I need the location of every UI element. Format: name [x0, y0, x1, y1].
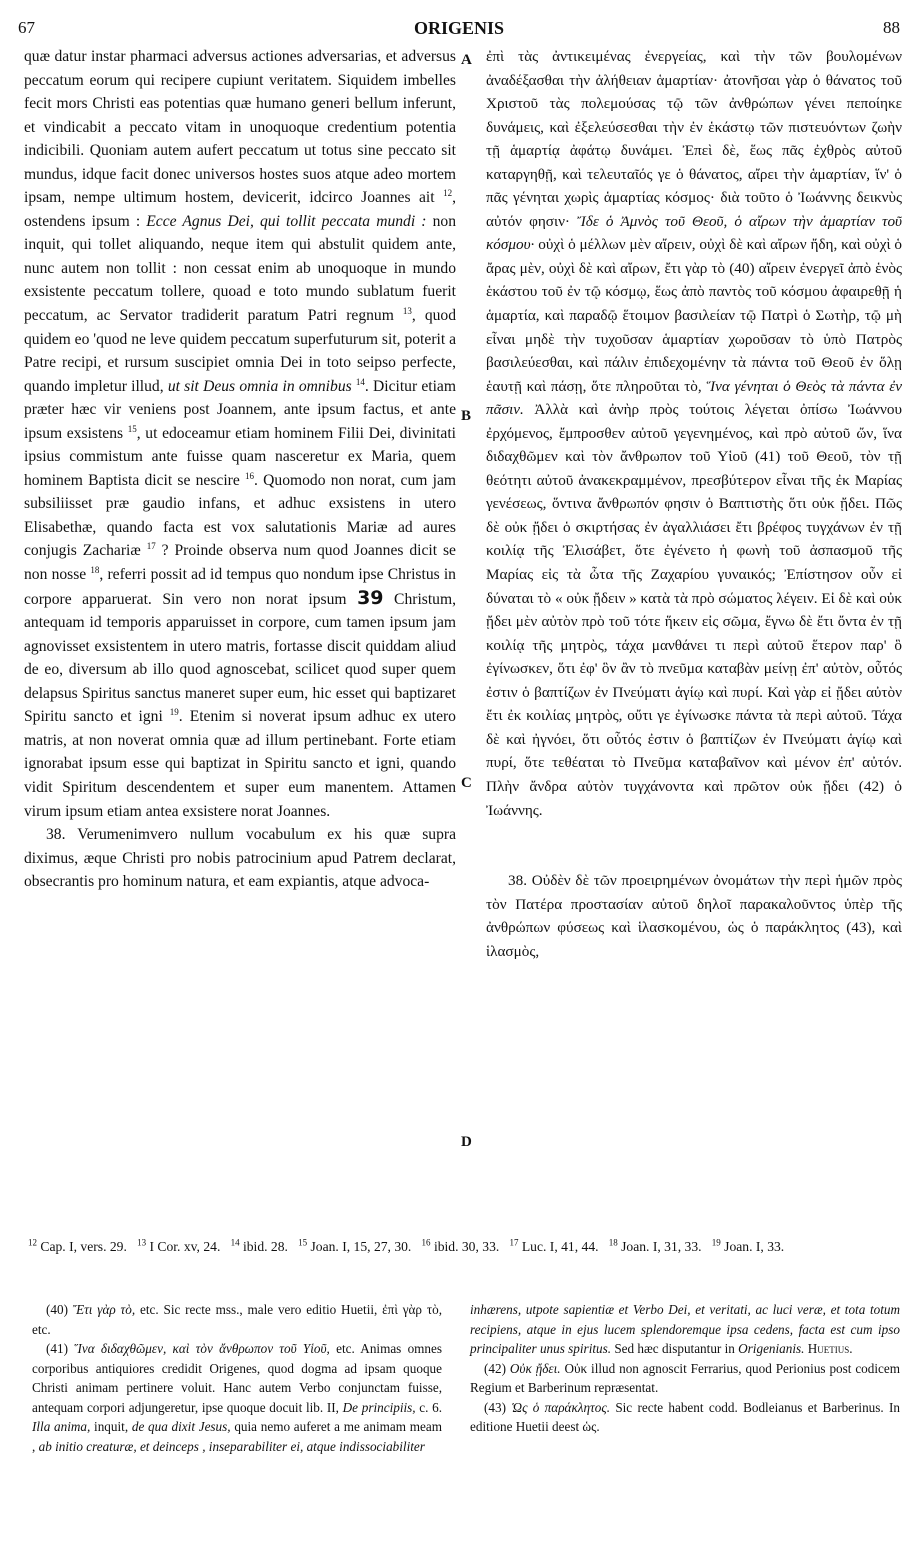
greek-paragraph-1: ἐπὶ τὰς ἀντικειμένας ἐνεργείας, καὶ τὴν τῶν βουλομένων ἀναδέξασθαι τὴν ἀλήθειαν ἁμαρτίαν· ἀτονῆσαι γὰρ ὁ θάνατος τοῦ Χριστοῦ τὰς πολεμούσας τῷ τῶν ἀνθρώπων γένει πεποίηκε δυνάμεις, καὶ ἐξελεύσεσθαι τὴν ἐν ἑκάστῳ τῶν πιστευόντων ζωὴν τῇ ἁμαρτίᾳ ἀφάτῳ δυνάμει. Ἐπεὶ δὲ, ἕως πᾶς ἐχθρὸς αὐτοῦ καταργηθῇ, καὶ τελευταῖός γε ὁ θάνατος, αἴρει τὴν ἁμαρτίαν, ἵν' ὁ πᾶς γένηται χωρὶς ἁμαρτίας κόσμος· διὰ τοῦτο ὁ Ἰωάννης δεικνὺς αὐτόν φησιν· Ἴδε ὁ Ἀμνὸς τοῦ Θεοῦ, ὁ αἴρων τὴν ἁμαρτίαν τοῦ κόσμου· οὐχὶ ὁ μέλλων μὲν αἴρειν, οὐχὶ δὲ καὶ αἴρων ἤδη, καὶ οὐχὶ ὁ ἄρας μὲν, οὐχὶ δὲ καὶ αἴρων, ἔτι γὰρ τὸ (40) αἴρειν ἐνεργεῖ ἀπὸ ἑνὸς ἑκάστου τοῦ ἐν τῷ κόσμῳ, ἕως ἀπὸ παντὸς τοῦ κόσμου ἀφαιρεθῇ ἡ ἁμαρτία, καὶ παραδῷ ἕτοιμον βασιλείαν τῷ Πατρὶ ὁ Σωτὴρ, τῷ μὴ εἶναι μηδὲ τὴν τυχοῦσαν ἁμαρτίαν χωροῦσαν τὸ ὑπὸ Πατρὸς βασιλεύεσθαι, καὶ πάλιν ἐπιδεχομένην τὰ πάντα τοῦ Θεοῦ ἐν ὅλῃ ἑαυτῇ καὶ πάσῃ, ὅτε πληροῦται τὸ, Ἵνα γένηται ὁ Θεὸς τὰ πάντα ἐν πᾶσιν. Ἀλλὰ καὶ ἀνὴρ πρὸς τούτοις λέγεται ὀπίσω Ἰωάννου ἐρχόμενος, ἔμπροσθεν αὐτοῦ γεγενημένος, καὶ πρὸ αὐτοῦ ὤν, ἵνα διδαχθῶμεν καὶ τὸν ἄνθρωπον τοῦ Υἱοῦ (41) τοῦ Θεοῦ, τὸν τῇ θεότητι αὐτοῦ ἀνακεκραμμένον, πρεσβύτερον εἶναι τῆς ἐκ Μαρίας γενέσεως, ὅντινα ἄνθρωπόν φησιν ὁ Βαπτιστὴς ὅτι οὐκ ᾔδει. Πῶς δὲ οὐκ ᾔδει ὁ σκιρτήσας ἐν ἀγαλλιάσει ἔτι βρέφος τυγχάνων ἐν τῇ κοιλίᾳ τῆς Ἐλισάβετ, ὅτε ἐγένετο ἡ φωνὴ τοῦ ἀσπασμοῦ τῆς Μαρίας εἰς τὰ ὦτα τῆς Ζαχαρίου γυναικός; Ἐπίστησον οὖν εἰ δύναται τὸ « οὐκ ᾔδειν » κατὰ τὰ πρὸ σώματος λέγειν. Εἰ δὲ καὶ οὐκ ᾔδει μὲν αὐτὸν πρὸ τοῦ τότε ἥκειν εἰς σῶμα, ἔγνω δὲ ἔτι ὄντα ἐν τῇ κοιλίᾳ τῆς μητρὸς, τάχα μανθάνει τι περὶ αὐτοῦ ἕτερον παρ' ὃ ἐγίνωσκεν, ὅτι ἐφ' ὃν ἂν τὸ πνεῦμα καταβὰν μείνῃ ἐπ' αὐτὸν, οὗτός ἐστιν ὁ βαπτίζων ἐν Πνεύματι ἁγίῳ καὶ πυρί. Καὶ γὰρ εἰ ᾔδει αὐτὸν ἔτι ἐκ κοιλίας μητρὸς, οὔτι γε ἐγίνωσκε πάντα τὰ περὶ αὐτοῦ. Τάχα δὲ καὶ ἠγνόει, ὅτι οὗτός ἐστιν ὁ βαπτίζων ἐν Πνεύματι ἁγίῳ καὶ πυρί, ὅτε τεθέαται τὸ Πνεῦμα καταβαῖνον καὶ μένον ἐπ' αὐτόν. Πλὴν ἄνδρα αὐτὸν τυγχάνοντα καὶ πρῶτον οὐκ ᾔδει (42) ὁ Ἰωάννης. [486, 48, 903, 819]
running-header [18, 18, 900, 42]
greek-column [486, 45, 902, 963]
latin-paragraph-38: 38. Verumenimvero nullum vocabulum ex his quæ supra diximus, æque Christi pro nobis patrocinium apud Patrem declarat, obsecrantis pro hominum natura, et eam expiantis, atque advoca- [24, 826, 456, 891]
greek-paragraph-38: 38. Οὐδὲν δὲ τῶν προειρημένων ὀνομάτων τὴν περὶ ἡμῶν πρὸς τὸν Πατέρα προστασίαν αὐτοῦ δηλοῖ παρακαλοῦντος ὑπὲρ τῆς ἀνθρώπων φύσεως καὶ ἱλασκομένου, ὡς ὁ παράκλητος (43), καὶ ἱλασμὸς, [486, 872, 902, 960]
note-43: (43) Ὡς ὁ παράκλητος. Sic recte habent codd. Bodleianus et Barberinus. In editione Huetii deest ὡς. [470, 1399, 900, 1434]
note-42: (42) Οὐκ ᾔδει. Οὐκ illud non agnoscit Ferrarius, quod Perionius post codicem Regium et Barberinum repræsentat. [470, 1360, 900, 1395]
column-marker-39: 39 [357, 586, 384, 609]
ref-15: 15 [127, 423, 137, 434]
ref-19: 19 [169, 707, 179, 718]
scripture-references: $^{12}$ Cap. I, vers. 29. $^{13}$ I Cor. xv, 24. $^{14}$ ibid. 28. $^{15}$ Joan. I, 15, 27, 30. $^{16}$ ibid. 30, 33. $^{17}$ Luc. I, 41, 44. $^{18}$ Joan. I, 31, 33. $^{19}$ Joan. I, 33. [28, 1237, 785, 1254]
ref-14: 14 [355, 376, 365, 387]
notes-left-column [32, 1300, 442, 1456]
ref-17: 17 [146, 541, 156, 552]
latin-paragraph-1: quæ datur instar pharmaci adversus actiones adversarias, et adversus peccatum eorum qui recipere cupiunt veritatem. Siquidem imbelles fecit mors Christi eas potentias quæ humano generi bellum inferunt, et vindicabit a peccato vitam in unoquoque credentium potentia indicibili. Quoniam autem aufert peccatum ut totus sine peccato sit mundus, idque facit donec universos hostes suos atque adeo mortem ipsam, nempe ultimum hostem, devicerit, idcirco Joannes ait $^{12}$, ostendens ipsum : Ecce Agnus Dei, qui tollit peccata mundi : non inquit, qui tollet aliquando, neque item qui abstulit quidem ante, nunc autem non tollit : non cessat enim ab unoquoque in mundo exsistente peccatum tollere, quoad e toto mundo sublatum fuerit peccatum, ac Servator tradiderit paratum Patri regnum $^{13}$, quod quidem eo 'quod ne leve quidem peccatum superfuturum sit, poterit a Patre recipi, et rursum suscipiet omnia Dei in toto seipso perfecte, quando impletur illud, ut sit Deus omnia in omnibus $^{14}$. Dicitur etiam præter hæc vir veniens post Joannem, ante ipsum factus, et ante ipsum exsistens $^{15}$, ut edoceamur etiam hominem Filii Dei, divinitati ipsius commistum ante fuisse quam nasceretur ex Maria, quem hominem Baptista dicit se nescire $^{16}$. Quomodo non norat, cum jam subsiliisset præ gaudio infans, et adhuc exsistens in utero Elisabethæ, quando facta est vox salutationis Mariæ ad aures conjugis Zachariæ $^{17}$ ? Proinde observa num quod Joannes dicit se non nosse $^{18}$, referri possit ad id tempus quo nondum ipse Christus in corpore apparuerat. Sin vero non norat ipsum 39 Christum, antequam id temporis apparuisset in corpore, cum tamen ipsum jam agnovisset exsistentem in utero matris, fortasse discit quiddam aliud de eo, diversum ab illo quod agnoscebat, scilicet quod super quem delapsus Spiritus sanctus maneret super eum, hic esset qui baptizaret Spiritu sancto et igni $^{19}$. Etenim si noverat ipsum adhuc ex utero matris, at non noverat omnia quæ ad illum pertinebant. Forte etiam ignorabat ipsum esse qui baptizat in Spiritu sancto et igni, quando vidit Spiritum descendentem et super eum manentem. Attamen virum ipsum etiam antea exsistere norat Joannes. [24, 48, 457, 820]
note-41: (41) Ἵνα διδαχθῶμεν, καὶ τὸν ἄνθρωπον τοῦ Υἱοῦ, etc. Animas omnes corporibus antiquiores credidit Origenes, quod dogma ad ipsam quoque Christi animam pertinere voluit. Hanc autem Verbo conjunctam fuisse, antequam corpori adjungeretur, ipse quoque docuit lib. II, De principiis, c. 6. Illa anima, inquit, de qua dixit Jesus, quia nemo auferet a me animam meam , ab initio creaturæ, et deinceps , inseparabiliter ei, atque indissociabiliter [32, 1341, 443, 1454]
page-number-right: 88 [883, 18, 900, 37]
note-41-continued: inhærens, utpote sapientiæ et Verbo Dei, et veritati, ac luci veræ, et tota totum recipiens, atque in ejus lucem splendoremque ipsa cedens, facta est cum ipso principaliter unus spiritus. Sed hæc disputantur in Origenianis. Huetius. [470, 1302, 900, 1356]
ref-16: 16 [245, 470, 255, 481]
ref-12: 12 [443, 188, 453, 199]
margin-letter-d: D [461, 1134, 472, 1150]
margin-letter-c: C [461, 775, 472, 791]
margin-letter-b: B [461, 408, 472, 424]
notes-right-column [470, 1300, 900, 1437]
ref-18: 18 [90, 564, 100, 575]
page-title: ORIGENIS [413, 18, 505, 38]
margin-letter-a: A [461, 52, 472, 68]
latin-column [24, 45, 456, 894]
note-40: (40) Ἔτι γὰρ τὸ, etc. Sic recte mss., male vero editio Huetii, ἐπὶ γὰρ τὸ, etc. [32, 1302, 443, 1337]
page-number-left: 67 [18, 18, 35, 37]
ref-13: 13 [402, 305, 412, 316]
